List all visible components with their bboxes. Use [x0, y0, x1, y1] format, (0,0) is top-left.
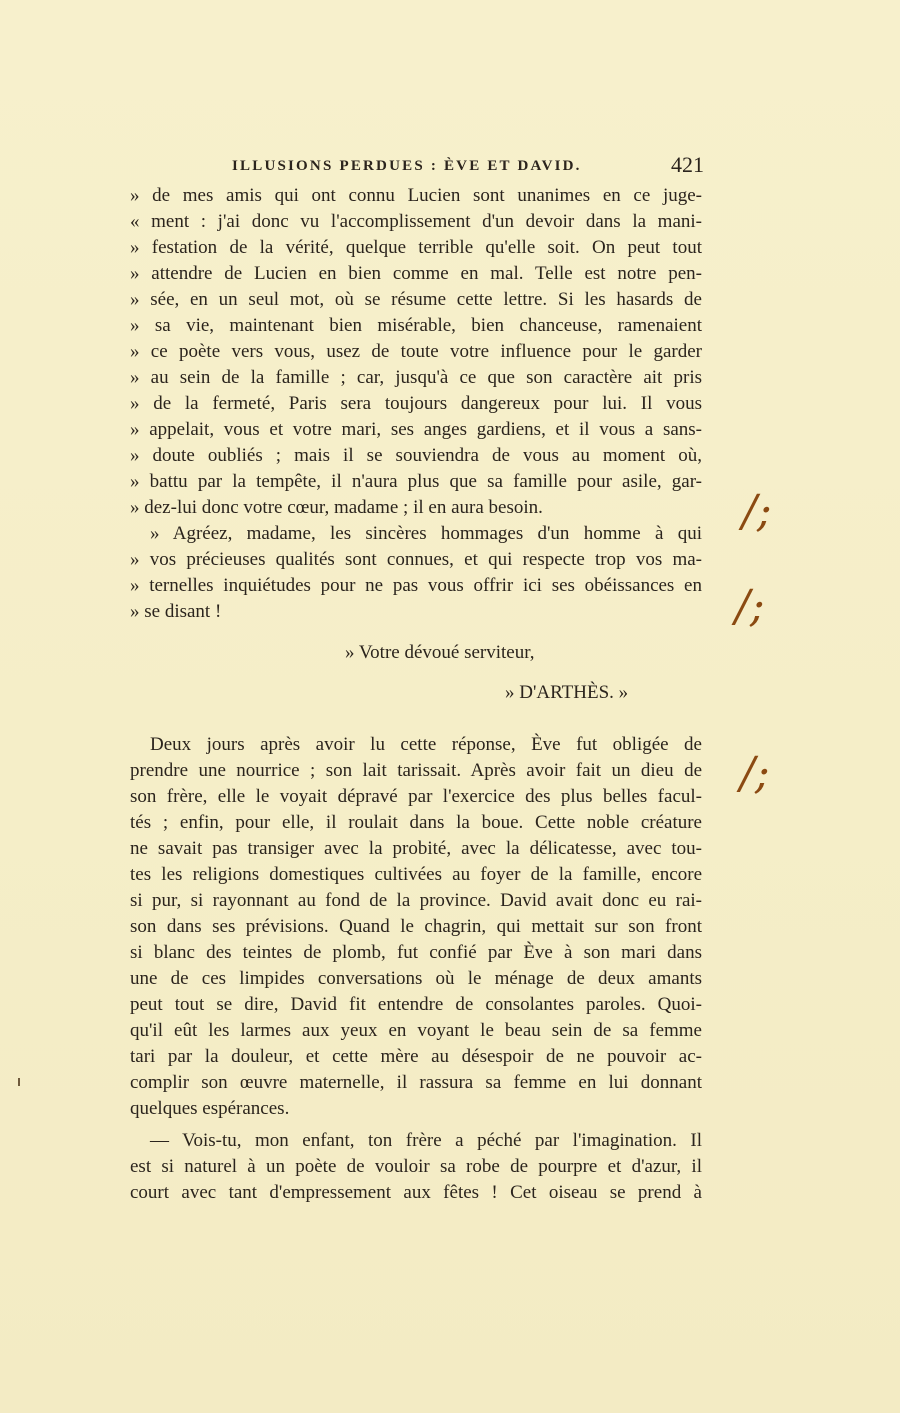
- paragraph-line: qu'il eût les larmes aux yeux en voyant le beau sein de sa femme: [130, 1020, 702, 1041]
- proof-mark-semicolon: /;: [740, 748, 770, 799]
- letter-line: » ternelles inquiétudes pour ne pas vous offrir ici ses obéissances en: [130, 575, 702, 596]
- letter-line: » appelait, vous et votre mari, ses anges gardiens, et il vous a sans-: [130, 419, 702, 440]
- paragraph-line: une de ces limpides conversations où le ménage de deux amants: [130, 968, 702, 989]
- paragraph-line: tes les religions domestiques cultivées au foyer de la famille, encore: [130, 864, 702, 885]
- paragraph-line: quelques espérances.: [130, 1098, 290, 1119]
- letter-line: » battu par la tempête, il n'aura plus que sa famille pour asile, gar-: [130, 471, 702, 492]
- signature-name: » D'ARTHÈS. »: [505, 682, 629, 703]
- proof-mark-semicolon: /;: [742, 486, 772, 537]
- letter-line: » vos précieuses qualités sont connues, et qui respecte trop vos ma-: [130, 549, 702, 570]
- paragraph-line: tés ; enfin, pour elle, il roulait dans la boue. Cette noble créature: [130, 812, 702, 833]
- letter-line: » de mes amis qui ont connu Lucien sont unanimes en ce juge-: [130, 185, 702, 206]
- proof-mark-semicolon: /;: [735, 581, 765, 632]
- letter-line: » festation de la vérité, quelque terrible qu'elle soit. On peut tout: [130, 237, 702, 258]
- running-head: ILLUSIONS PERDUES : ÈVE ET DAVID.: [232, 158, 582, 174]
- letter-line: » ce poète vers vous, usez de toute votre influence pour le garder: [130, 341, 702, 362]
- letter-line: » Agréez, madame, les sincères hommages d'un homme à qui: [150, 523, 702, 544]
- letter-line: » sa vie, maintenant bien misérable, bien chanceuse, ramenaient: [130, 315, 702, 336]
- letter-line: » attendre de Lucien en bien comme en mal. Telle est notre pen-: [130, 263, 702, 284]
- paragraph-line: peut tout se dire, David fit entendre de consolantes paroles. Quoi-: [130, 994, 702, 1015]
- paragraph-line: complir son œuvre maternelle, il rassura sa femme en lui donnant: [130, 1072, 702, 1093]
- signature-closing: » Votre dévoué serviteur,: [345, 642, 535, 663]
- letter-line: » au sein de la famille ; car, jusqu'à ce que son caractère ait pris: [130, 367, 702, 388]
- letter-line: » se disant !: [130, 601, 222, 622]
- paragraph-line: prendre une nourrice ; son lait tarissait. Après avoir fait un dieu de: [130, 760, 702, 781]
- letter-line: » dez-lui donc votre cœur, madame ; il en aura besoin.: [130, 497, 543, 518]
- letter-line: » sée, en un seul mot, où se résume cette lettre. Si les hasards de: [130, 289, 702, 310]
- paragraph-line: — Vois-tu, mon enfant, ton frère a péché par l'imagination. Il: [150, 1130, 702, 1151]
- letter-line: » doute oubliés ; mais il se souviendra de vous au moment où,: [130, 445, 702, 466]
- paragraph-line: ne savait pas transiger avec la probité, avec la délicatesse, avec tou-: [130, 838, 702, 859]
- page-header: [232, 152, 704, 182]
- paragraph-line: court avec tant d'empressement aux fêtes ! Cet oiseau se prend à: [130, 1182, 702, 1203]
- paragraph-line: si pur, si rayonnant au fond de la province. David avait donc eu rai-: [130, 890, 702, 911]
- letter-line: » de la fermeté, Paris sera toujours dangereux pour lui. Il vous: [130, 393, 702, 414]
- paragraph-line: si blanc des teintes de plomb, fut confié par Ève à son mari dans: [130, 942, 702, 963]
- page-number: 421: [671, 152, 704, 177]
- paper-speck: [18, 1078, 20, 1086]
- letter-line: « ment : j'ai donc vu l'accomplissement d'un devoir dans la mani-: [130, 211, 702, 232]
- paragraph-line: son dans ses prévisions. Quand le chagrin, qui mettait sur son front: [130, 916, 702, 937]
- paragraph-line: est si naturel à un poète de vouloir sa robe de pourpre et d'azur, il: [130, 1156, 702, 1177]
- paragraph-line: Deux jours après avoir lu cette réponse, Ève fut obligée de: [150, 734, 702, 755]
- paragraph-line: son frère, elle le voyait dépravé par l'exercice des plus belles facul-: [130, 786, 702, 807]
- paragraph-line: tari par la douleur, et cette mère au désespoir de ne pouvoir ac-: [130, 1046, 702, 1067]
